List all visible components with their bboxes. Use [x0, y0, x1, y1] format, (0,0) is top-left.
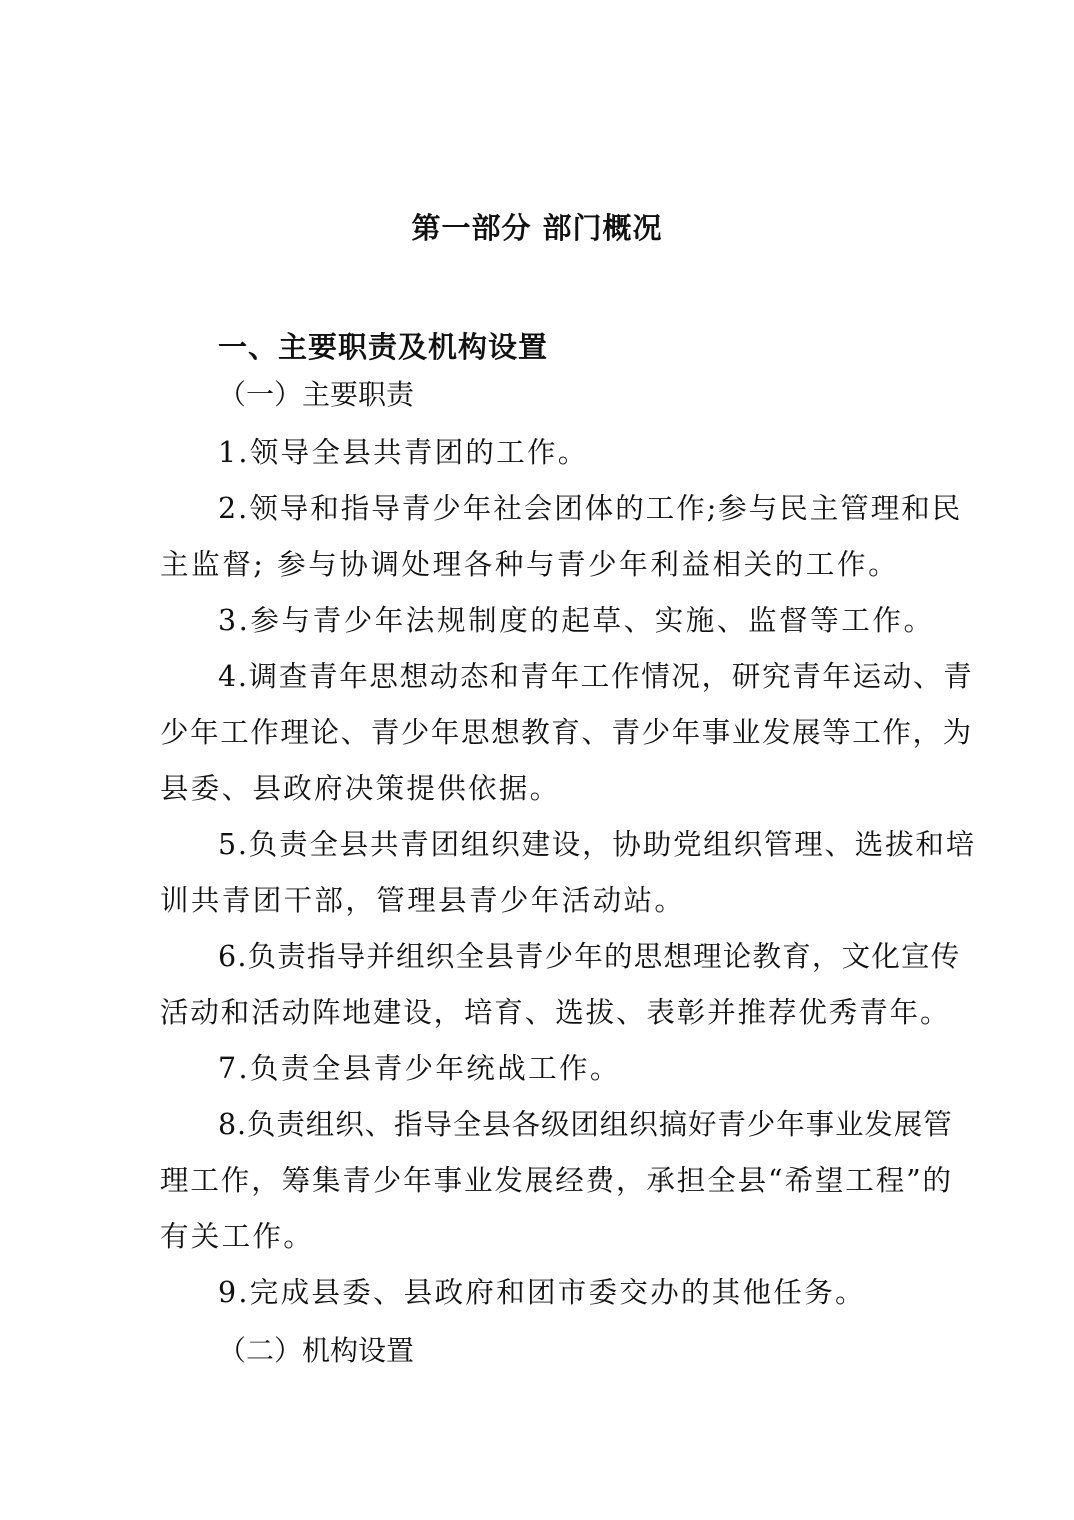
duty-item-7: 7.负责全县青少年统战工作。: [218, 1052, 621, 1085]
duty-item-5-line-2: 训共青团干部，管理县青少年活动站。: [160, 884, 686, 917]
duty-item-6-line-1: 6.负责指导并组织全县青少年的思想理论教育，文化宣传: [218, 940, 961, 973]
duty-item-8-line-1: 8.负责组织、指导全县各级团组织搞好青少年事业发展管: [218, 1108, 953, 1141]
subsection-heading-organization: （二）机构设置: [218, 1334, 415, 1367]
duty-item-8-line-3: 有关工作。: [160, 1220, 315, 1253]
page-title: 第一部分 部门概况: [411, 211, 663, 245]
duty-item-5-line-1: 5.负责全县共青团组织建设，协助党组织管理、选拔和培: [218, 828, 976, 861]
duty-item-9: 9.完成县委、县政府和团市委交办的其他任务。: [218, 1276, 866, 1309]
duty-item-2-line-1: 2.领导和指导青少年社会团体的工作;参与民主管理和民: [218, 492, 963, 525]
duty-item-1: 1.领导全县共青团的工作。: [218, 436, 589, 469]
duty-item-3: 3.参与青少年法规制度的起草、实施、监督等工作。: [218, 604, 935, 637]
subsection-heading-duties: （一）主要职责: [218, 378, 415, 411]
duty-item-2-line-2: 主监督; 参与协调处理各种与青少年利益相关的工作。: [160, 548, 900, 581]
duty-item-8-line-2: 理工作，筹集青少年事业发展经费，承担全县“希望工程”的: [160, 1164, 953, 1197]
duty-item-4-line-1: 4.调查青年思想动态和青年工作情况，研究青年运动、青: [218, 660, 974, 693]
section-heading: 一、主要职责及机构设置: [218, 330, 549, 364]
duty-item-4-line-2: 少年工作理论、青少年思想教育、青少年事业发展等工作，为: [160, 716, 973, 749]
duty-item-6-line-2: 活动和活动阵地建设，培育、选拔、表彰并推荐优秀青年。: [160, 996, 951, 1029]
duty-item-4-line-3: 县委、县政府决策提供依据。: [160, 772, 561, 805]
